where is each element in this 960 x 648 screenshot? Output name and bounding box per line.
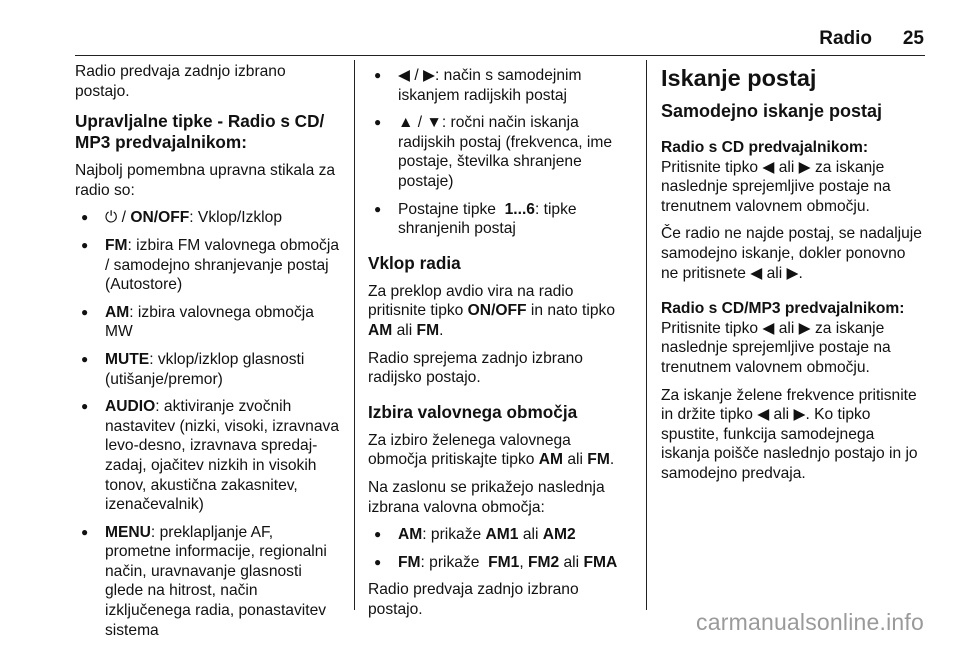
band-display-paragraph: Na zaslonu se prikažejo naslednja izbrana valovna območja:: [368, 478, 605, 516]
controls-heading: Upravljalne tipke - Radio s CD/ MP3 predvajalnikom:: [75, 111, 325, 153]
column-divider-1: [354, 60, 355, 610]
page-title: Radio: [819, 28, 872, 49]
watermark: carmanualsonline.info: [696, 609, 924, 635]
header-rule: [75, 55, 925, 56]
mp3-paragraph-1: Pritisnite tipko ◀ ali ▶ za iskanje naslednje sprejemljive postaje na trenutnem valovnem območju.: [661, 319, 891, 376]
list-item: ● ▲ / ▼: ročni način iskanja radijskih postaj (frekvenca, ime postaje, številka shranjene postaje): [368, 113, 632, 191]
column-2: [368, 62, 632, 627]
list-item: ● AM: izbira valovnega območja MW: [75, 303, 339, 342]
radio-on-paragraph: Za preklop avdio vira na radio pritisnite tipko ON/OFF in nato tipko AM ali FM.: [368, 282, 616, 339]
radio-on-heading: Vklop radia: [368, 252, 461, 273]
cd-paragraph-2: Če radio ne najde postaj, se nadaljuje samodejno iskanje, dokler ponovno ne pritisnete ◀ ali ▶.: [661, 225, 922, 282]
up-down-arrow-icon: ▲ / ▼: [398, 114, 442, 132]
band-select-paragraph: Za izbiro želenega valovnega območja pritiskajte tipko AM ali FM.: [368, 431, 615, 469]
outro-paragraph: Radio predvaja zadnjo izbrano postajo.: [368, 581, 579, 618]
controls-lead: Najbolj pomembna upravna stikala za radio so:: [75, 162, 336, 199]
seek-list: [368, 66, 632, 239]
radio-on-paragraph-2: Radio sprejema zadnjo izbrano radijsko postajo.: [368, 349, 583, 387]
mp3-player-label: Radio s CD/MP3 predvajalnikom:: [661, 300, 905, 318]
list-item: ● AM: prikaže AM1 ali AM2: [368, 525, 632, 545]
cd-paragraph-1: Pritisnite tipko ◀ ali ▶ za iskanje naslednje sprejemljive postaje na trenutnem valovnem območju.: [661, 158, 891, 215]
list-item: ● FM: prikaže FM1, FM2 ali FMA: [368, 553, 632, 573]
controls-list: [75, 208, 339, 640]
list-item: ● FM: izbira FM valovnega območja / samodejno shranjevanje postaj (Autostore): [75, 236, 339, 295]
section-subtitle: Samodejno iskanje postaj: [661, 101, 883, 121]
column-divider-2: [646, 60, 647, 610]
mp3-paragraph-2: Za iskanje želene frekvence pritisnite in držite tipko ◀ ali ▶. Ko tipko spustite, funkcija samodejnega iskanja poišče naslednjo postajo in jo samodejno predvaja.: [661, 386, 918, 482]
power-icon: ⏻ /: [105, 209, 131, 227]
list-item: ● AUDIO: aktiviranje zvočnih nastavitev (nizki, visoki, izravnava levo-desno, izravnava spredaj-zadaj, ojačitev nizkih in visokih tonov, akustična zakasnitev, izenačevalnik): [75, 397, 339, 515]
page-header: [0, 0, 960, 52]
list-item: ● ⏻ / ON/OFF: Vklop/Izklop: [75, 208, 339, 228]
list-item: ● MENU: preklapljanje AF, prometne informacije, regionalni način, uravnavanje glasnosti glede na hitrost, način izključenega radia, ponastavitev sistema: [75, 523, 339, 641]
left-right-arrow-icon: ◀ / ▶: [398, 67, 435, 84]
band-select-heading: Izbira valovnega območja: [368, 401, 578, 422]
column-3: [661, 62, 925, 492]
column-1: [75, 62, 339, 648]
section-title: Iskanje postaj: [661, 65, 817, 91]
list-item: ● MUTE: vklop/izklop glasnosti (utišanje/premor): [75, 350, 339, 389]
list-item: ● Postajne tipke 1...6: tipke shranjenih postaj: [368, 200, 632, 239]
cd-player-label: Radio s CD predvajalnikom:: [661, 139, 869, 156]
list-item: ● ◀ / ▶: način s samodejnim iskanjem radijskih postaj: [368, 66, 632, 105]
intro-paragraph: Radio predvaja zadnjo izbrano postajo.: [75, 63, 286, 100]
page-number: 25: [902, 28, 924, 49]
band-list: [368, 525, 632, 572]
